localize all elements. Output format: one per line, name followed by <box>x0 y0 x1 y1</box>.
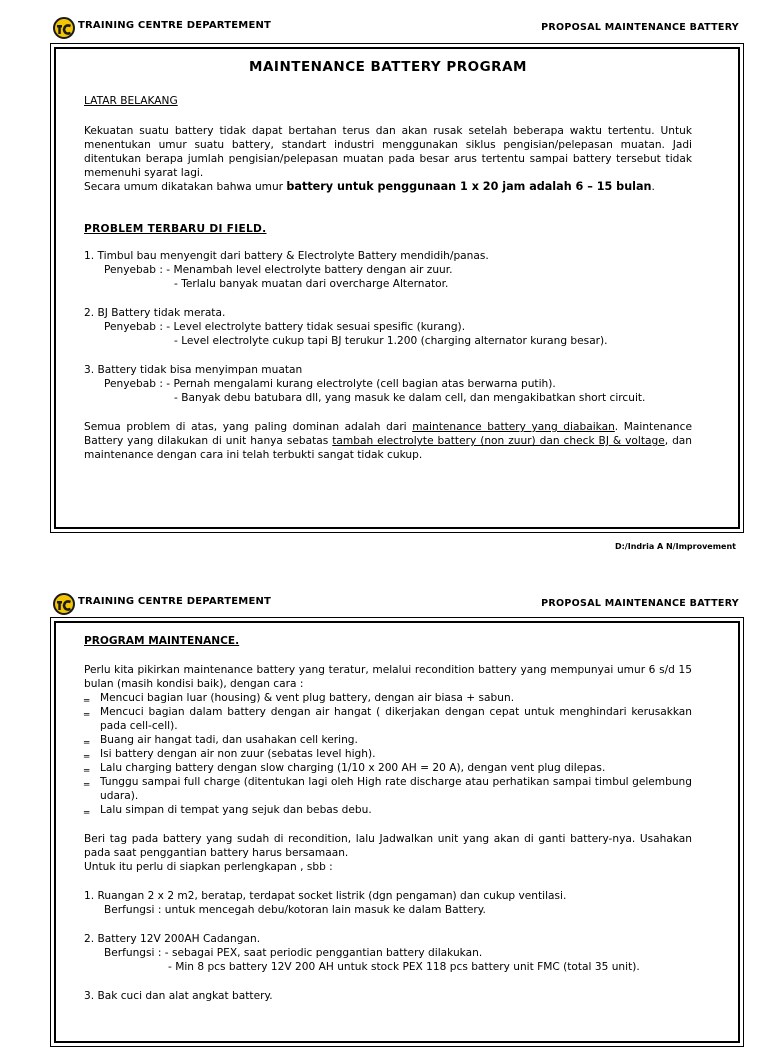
summary-paragraph: Semua problem di atas, yang paling dominan adalah dari maintenance battery yang diabaikan. Maintenance Battery yang dilakukan di unit hanya sebatas tambah electrolyte battery (non zuur) dan check BJ & voltage, dan maintenance dengan cara ini telah terbukti sangat tidak cukup. <box>84 421 693 461</box>
program-heading: PROGRAM MAINTENANCE. <box>84 635 240 647</box>
page1-content <box>84 60 692 462</box>
prep-paragraph: Untuk itu perlu di siapkan perlengkapan , sbb : <box>84 861 333 873</box>
equipment-item-1: 1. Ruangan 2 x 2 m2, beratap, terdapat socket listrik (dgn pengaman) dan cukup ventilasi. Berfungsi : untuk mencegah debu/kotoran lain masuk ke dalam Battery. <box>84 890 567 916</box>
latar-paragraph: Kekuatan suatu battery tidak dapat bertahan terus dan akan rusak setelah beberapa waktu tertentu. Untuk menentukan umur suatu battery, standart industri menggunakan siklus pengisian/pelepasan muatan. Jadi ditentukan berapa jumlah pengisian/pelepasan muatan pada besar arus tertentu sampai battery tersebut tidak memenuhi syarat lagi. <box>84 125 692 179</box>
list-item: ‗ Lalu simpan di tempat yang sejuk dan bebas debu. <box>84 802 372 816</box>
problem-item-1: 1. Timbul bau menyengit dari battery & Electrolyte Battery mendidih/panas. Penyebab : - Menambah level electrolyte battery dengan air zuur. - Terlalu banyak muatan dari overcharge Alternator. <box>84 250 489 290</box>
problem-item-3: 3. Battery tidak bisa menyimpan muatan Penyebab : - Pernah mengalami kurang electrolyte (cell bagian atas berwarna putih). - Banyak debu batubara dll, yang masuk ke dalam cell, dan mengakibatkan short circuit. <box>84 364 646 404</box>
equipment-item-3: 3. Bak cuci dan alat angkat battery. <box>84 990 273 1002</box>
header-department: TRAINING CENTRE DEPARTEMENT <box>78 596 272 607</box>
list-item: ‗ Tunggu sampai full charge (ditentukan lagi oleh High rate discharge atau perhatikan sampai timbul gelembung udara). <box>84 774 692 802</box>
problem-heading: PROBLEM TERBARU DI FIELD. <box>84 223 267 235</box>
page1-footer: D:/Indria A N/Improvement <box>614 542 736 551</box>
page-title: MAINTENANCE BATTERY PROGRAM <box>249 59 527 75</box>
tag-paragraph: Beri tag pada battery yang sudah di recondition, lalu Jadwalkan unit yang akan di ganti battery-nya. Usahakan pada saat penggantian battery harus bersamaan. <box>84 833 692 859</box>
page2-header <box>0 593 768 615</box>
company-logo-icon <box>53 17 75 39</box>
header-department: TRAINING CENTRE DEPARTEMENT <box>78 20 272 31</box>
company-logo-icon <box>53 593 75 615</box>
header-proposal-title: PROPOSAL MAINTENANCE BATTERY <box>541 598 739 609</box>
equipment-item-2: 2. Battery 12V 200AH Cadangan. Berfungsi : - sebagai PEX, saat periodic penggantian battery dilakukan. - Min 8 pcs battery 12V 200 AH untuk stock PEX 118 pcs battery unit FMC (total 35 unit). <box>84 933 640 973</box>
latar-conclusion: Secara umum dikatakan bahwa umur battery untuk penggunaan 1 x 20 jam adalah 6 – 15 bulan. <box>84 180 655 193</box>
list-item: ‗ Isi battery dengan air non zuur (sebatas level high). <box>84 746 376 760</box>
list-item: ‗ Lalu charging battery dengan slow charging (1/10 x 200 AH = 20 A), dengan vent plug dilepas. <box>84 760 606 774</box>
list-item: ‗ Mencuci bagian dalam battery dengan air hangat ( dikerjakan dengan cepat untuk menghindari kerusakkan pada cell-cell). <box>84 704 692 732</box>
list-item: ‗ Mencuci bagian luar (housing) & vent plug battery, dengan air biasa + sabun. <box>84 690 515 704</box>
maintenance-steps <box>84 691 692 817</box>
header-proposal-title: PROPOSAL MAINTENANCE BATTERY <box>541 22 739 33</box>
list-item: ‗ Buang air hangat tadi, dan usahakan cell kering. <box>84 732 358 746</box>
page1-header <box>0 17 768 39</box>
program-intro: Perlu kita pikirkan maintenance battery yang teratur, melalui recondition battery yang mempunyai umur 6 s/d 15 bulan (masih kondisi baik), dengan cara : <box>84 664 692 690</box>
problem-item-2: 2. BJ Battery tidak merata. Penyebab : - Level electrolyte battery tidak sesuai spesific (kurang). - Level electrolyte cukup tapi BJ terukur 1.200 (charging alternator kurang besar). <box>84 307 608 347</box>
latar-heading: LATAR BELAKANG <box>84 95 178 107</box>
page2-content <box>84 634 692 1003</box>
